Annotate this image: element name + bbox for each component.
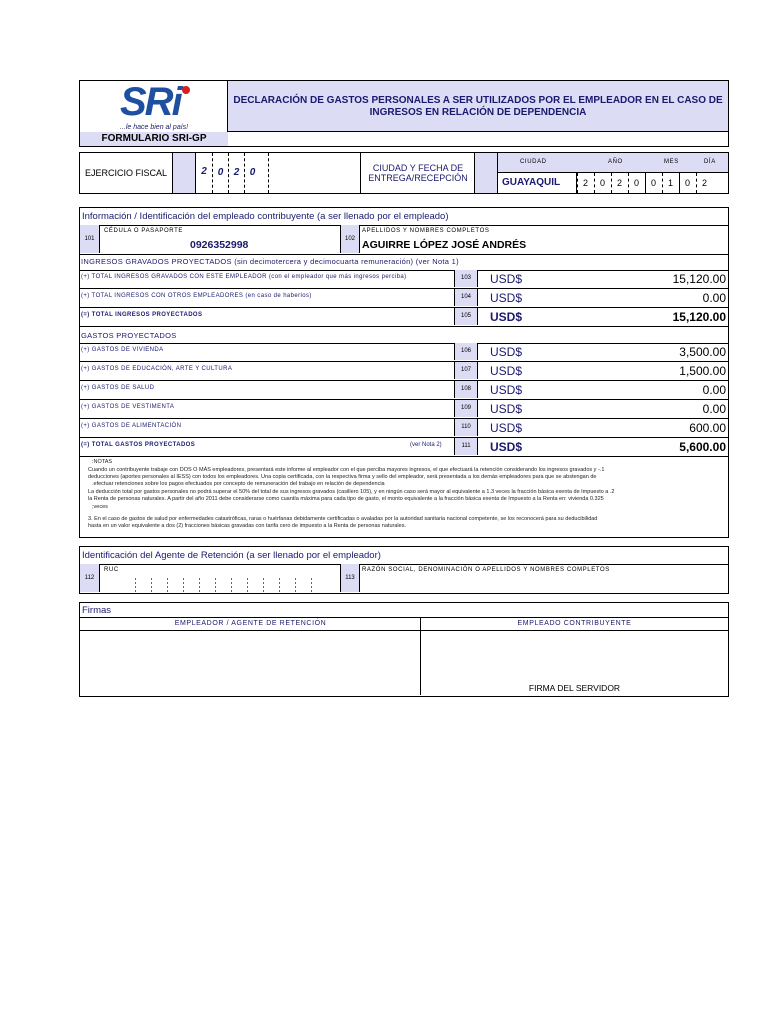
income-row-description: (=) TOTAL INGRESOS PROYECTADOS	[81, 312, 203, 318]
form-title: DECLARACIÓN DE GASTOS PERSONALES A SER UTILIZADOS POR EL EMPLEADOR EN EL CASO DE INGRESOS EN RELACIÓN DE DEPENDENCIA	[233, 95, 723, 118]
note-1: Cuando un contribuyente trabaje con DOS O MÁS empleadores, presentará este informe al empleador con el que perciba mayores ingresos, el que efectuará la retención considerando los ingresos gravados y -.1	[88, 467, 605, 473]
expense-row	[79, 438, 729, 457]
sri-logo	[118, 80, 198, 131]
note-3b: hasta en un valor equivalente a dos (2) fracciones básicas gravadas con tarifa cero de impuesto a la Renta de personas naturales.	[88, 523, 406, 529]
notes-title: :NOTAS	[92, 459, 113, 465]
agent-name-label: RAZÓN SOCIAL, DENOMINACIÓN O APELLIDOS Y NOMBRES COMPLETOS	[362, 567, 610, 573]
city-date-label: CIUDAD Y FECHA DE ENTREGA/RECEPCIÓN	[368, 163, 468, 183]
city-spacer	[474, 153, 498, 193]
income-row-currency: USD$	[490, 310, 523, 324]
employee-header-cell	[421, 617, 728, 631]
income-row	[79, 270, 729, 289]
month-header: MES	[664, 159, 679, 165]
income-row-currency: USD$	[490, 272, 523, 286]
expense-row-value[interactable]: 5,600.00	[679, 440, 726, 454]
income-row	[79, 308, 729, 327]
fiscal-row	[79, 152, 729, 194]
logo-area	[80, 81, 228, 146]
expense-row-currency: USD$	[490, 440, 523, 454]
income-row-currency: USD$	[490, 291, 523, 305]
expense-row-code: 108	[454, 381, 478, 398]
note-3: 3. En el caso de gastos de salud por enfermedades catastróficas, raras o huérfanas debidamente certificadas o avaladas por la autoridad sanitaria nacional competente, se los reconocerá para su deducibilidad	[88, 516, 598, 522]
expenses-section-header	[79, 327, 729, 344]
date-digit: 2	[696, 173, 712, 193]
expense-row-code: 106	[454, 343, 478, 360]
fiscal-year-digits	[196, 153, 268, 193]
expense-row-description: (+) GASTOS DE VIVIENDA	[81, 347, 164, 353]
name-label: APELLIDOS Y NOMBRES COMPLETOS	[362, 228, 490, 234]
income-row-code: 103	[454, 270, 478, 287]
note-1c: .efectuar retenciones sobre los pagos efectuados por concepto de remuneración del trabajo en relación de dependencia	[92, 481, 385, 487]
city-date-values	[498, 153, 728, 193]
date-digit: 2	[611, 173, 627, 193]
expense-row-note: (ver Nota 2)	[410, 442, 442, 448]
expense-row-currency: USD$	[490, 421, 523, 435]
name-code: 102	[340, 225, 360, 253]
fiscal-digit: 2	[228, 153, 244, 193]
notes-block	[79, 456, 729, 538]
employee-signature-area[interactable]	[421, 631, 728, 695]
fiscal-year-label: EJERCICIO FISCAL	[85, 168, 168, 178]
income-section-header	[79, 254, 729, 271]
logo-text: SRi	[120, 80, 181, 124]
expense-row-description: (+) GASTOS DE ALIMENTACIÓN	[81, 423, 182, 429]
agent-row	[79, 564, 729, 594]
employee-sign-label: FIRMA DEL SERVIDOR	[528, 683, 621, 693]
expense-row-currency: USD$	[490, 402, 523, 416]
city-header: CIUDAD	[520, 159, 547, 165]
expense-row	[79, 343, 729, 362]
income-row-value[interactable]: 0.00	[702, 291, 726, 305]
expense-row	[79, 362, 729, 381]
city-date-label-cell	[360, 153, 474, 193]
day-header: DÍA	[704, 159, 716, 165]
expenses-section-title: GASTOS PROYECTADOS	[81, 331, 177, 340]
date-digit: 0	[628, 173, 644, 193]
expense-row-value[interactable]: 3,500.00	[679, 345, 726, 359]
employee-section-title: Información / Identificación del empleado contribuyente (a ser llenado por el empleado)	[82, 211, 449, 222]
ruc-code: 112	[80, 564, 100, 592]
expense-row	[79, 400, 729, 419]
date-digit: 2	[577, 173, 593, 193]
city-value: GUAYAQUIL	[502, 177, 561, 188]
agent-name-code: 113	[340, 564, 360, 592]
fiscal-spacer	[172, 153, 196, 193]
name-value[interactable]: AGUIRRE LÓPEZ JOSÉ ANDRÉS	[362, 239, 527, 251]
fiscal-digit: 0	[212, 153, 228, 193]
logo-tagline: ...le hace bien al país!	[120, 124, 189, 131]
id-label: CÉDULA O PASAPORTE	[104, 228, 183, 234]
expense-row-value[interactable]: 1,500.00	[679, 364, 726, 378]
form-code: FORMULARIO SRI-GP	[80, 132, 228, 146]
employee-id-row	[79, 225, 729, 255]
id-code: 101	[80, 225, 100, 253]
fiscal-digit: 2	[201, 166, 207, 177]
ruc-digit-dividers	[120, 578, 320, 592]
income-row-value[interactable]: 15,120.00	[672, 272, 726, 286]
date-digit: 0	[594, 173, 610, 193]
expense-row-description: (=) TOTAL GASTOS PROYECTADOS	[81, 442, 196, 448]
expense-row-description: (+) GASTOS DE VESTIMENTA	[81, 404, 175, 410]
expense-row-currency: USD$	[490, 364, 523, 378]
expense-row-code: 107	[454, 362, 478, 379]
expense-row-code: 110	[454, 419, 478, 436]
id-value[interactable]: 0926352998	[190, 239, 249, 251]
agent-section-title: Identificación del Agente de Retención (a ser llenado por el empleador)	[82, 550, 381, 561]
income-row-value[interactable]: 15,120.00	[672, 310, 726, 324]
signatures-section-title: Firmas	[82, 605, 112, 616]
expense-row	[79, 419, 729, 438]
date-digit: 0	[679, 173, 695, 193]
employer-header-cell	[80, 617, 421, 631]
expense-row-value[interactable]: 600.00	[689, 421, 726, 435]
expense-row-value[interactable]: 0.00	[702, 383, 726, 397]
note-2b: la Renta de personas naturales. A partir del año 2011 debe considerarse como cuantía máxima para cada tipo de gasto, el monto equivalente a la fracción básica exenta de Impuesto a la Renta en: vivienda 0.325	[88, 496, 604, 502]
logo-dot	[182, 86, 190, 94]
note-2c: ;veces	[92, 504, 108, 510]
employer-header: EMPLEADOR / AGENTE DE RETENCIÓN	[174, 620, 327, 627]
expense-row-currency: USD$	[490, 345, 523, 359]
signature-grid	[79, 617, 729, 697]
expense-row-description: (+) GASTOS DE EDUCACIÓN, ARTE Y CULTURA	[81, 366, 233, 372]
date-digit: 0	[645, 173, 661, 193]
fiscal-gap	[268, 153, 360, 193]
employer-signature-area[interactable]	[80, 631, 421, 695]
agent-section-header	[79, 546, 729, 565]
city-date-headers	[498, 153, 728, 173]
expense-row-code: 109	[454, 400, 478, 417]
employee-header: EMPLEADO CONTRIBUYENTE	[517, 620, 632, 627]
income-row-description: (+) TOTAL INGRESOS CON OTROS EMPLEADORES (en caso de haberlos)	[81, 293, 312, 299]
income-section-title: INGRESOS GRAVADOS PROYECTADOS (sin decimotercera y decimocuarta remuneración) (ver Nota 1)	[81, 257, 459, 266]
date-digits	[576, 173, 728, 193]
date-digit: 1	[662, 173, 678, 193]
income-row	[79, 289, 729, 308]
title-spacer	[228, 131, 728, 146]
expense-row	[79, 381, 729, 400]
signatures-section-header	[79, 602, 729, 618]
ruc-label: RUC	[104, 567, 119, 573]
note-2: La deducción total por gastos personales no podrá superar el 50% del total de sus ingresos gravados (casillero 105), y en ningún caso será mayor al equivalente a 1.3 veces la fracción básica exenta de Impuesto a .2	[88, 489, 615, 495]
note-1b: deducciones (aportes personales al IESS) con todos los empleadores. Una copia certificada, con la respectiva firma y sello del empleador, será presentada a los demás empleadores para que se abstengan de	[88, 474, 597, 480]
year-header: AÑO	[608, 159, 623, 165]
employee-section-header	[79, 207, 729, 226]
title-area	[228, 81, 728, 131]
income-row-code: 104	[454, 289, 478, 306]
expense-row-description: (+) GASTOS DE SALUD	[81, 385, 155, 391]
expense-row-value[interactable]: 0.00	[702, 402, 726, 416]
expense-row-currency: USD$	[490, 383, 523, 397]
ruc-input[interactable]	[120, 578, 320, 592]
income-row-code: 105	[454, 308, 478, 325]
fiscal-digit: 0	[244, 153, 260, 193]
form-header	[79, 80, 729, 147]
expense-row-code: 111	[454, 438, 478, 455]
income-row-description: (+) TOTAL INGRESOS GRAVADOS CON ESTE EMPLEADOR (con el empleador que más ingresos perciba)	[81, 274, 407, 280]
